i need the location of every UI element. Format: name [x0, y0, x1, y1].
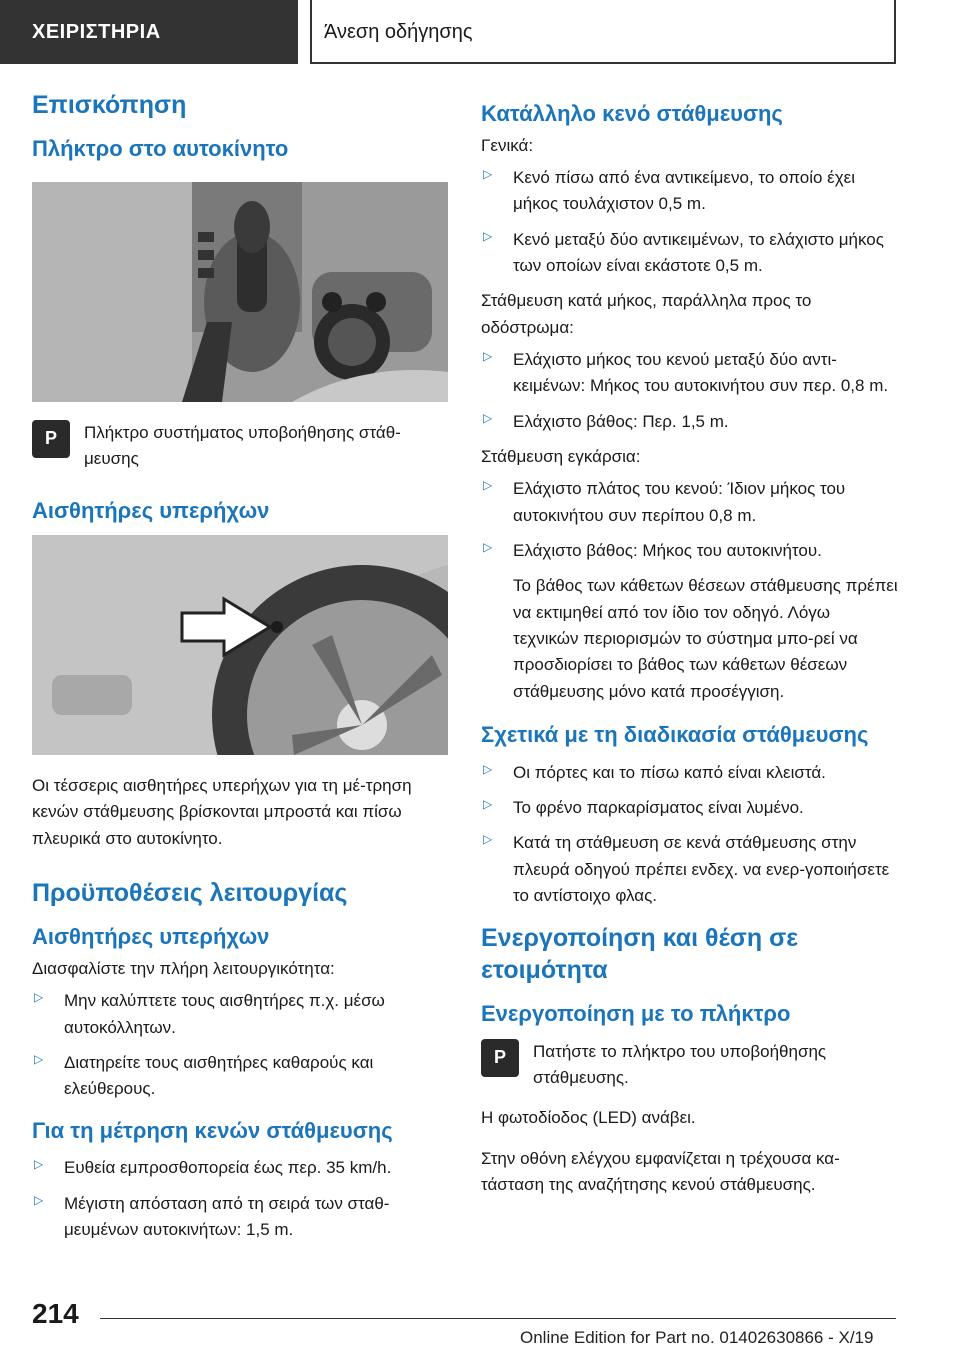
- sensors-text: Οι τέσσερις αισθητήρες υπερήχων για τη μέ-τρηση κενών στάθμευσης βρίσκονται μπροστά και πίσω πλευρικά στο αυτοκίνητο.: [32, 776, 412, 848]
- sensor-photo: [32, 535, 448, 755]
- console-photo: [32, 182, 448, 402]
- list-item: ▷ Ελάχιστο πλάτος του κενού: Ίδιον μήκος του αυτοκινήτου συν περίπου 0,8 m.: [483, 478, 846, 525]
- procedure-list: [481, 760, 899, 910]
- list-item: ▷ Κενό μεταξύ δύο αντικειμένων, το ελάχιστο μήκος των οποίων είναι εκάστοτε 0,5 m.: [483, 228, 884, 275]
- list-item: ▷ Οι πόρτες και το πίσω καπό είναι κλειστά.: [483, 761, 826, 782]
- ensure-text: Διασφαλίστε την πλήρη λειτουργικότητα:: [32, 959, 335, 978]
- edition-text: Online Edition for Part no. 01402630866 - X/19: [520, 1328, 874, 1347]
- perpendicular-label: Στάθμευση εγκάρσια:: [481, 447, 641, 467]
- press-button-row: [481, 1039, 899, 1092]
- heading-procedure: Σχετικά με τη διαδικασία στάθμευσης: [481, 722, 869, 748]
- button-caption: Πλήκτρο συστήματος υποβοήθησης στάθ-μευσης: [84, 422, 401, 469]
- parallel-list: [481, 347, 899, 435]
- list-item: ▷ Μην καλύπτετε τους αισθητήρες π.χ. μέσω αυτοκόλλητων.: [34, 990, 385, 1037]
- bullet-triangle-icon: ▷: [483, 478, 493, 493]
- list-item: ▷ Κενό πίσω από ένα αντικείμενο, το οποίο έχει μήκος τουλάχιστον 0,5 m.: [483, 166, 856, 214]
- button-caption-row: [32, 420, 448, 473]
- display-text: Στην οθόνη ελέγχου εμφανίζεται η τρέχουσα κα-τάσταση της αναζήτησης κενού στάθμευσης.: [481, 1148, 840, 1194]
- bullet-triangle-icon: ▷: [483, 349, 493, 363]
- heading-measure: Για τη μέτρηση κενών στάθμευσης: [32, 1117, 393, 1143]
- heading-button: Πλήκτρο στο αυτοκίνητο: [32, 136, 289, 162]
- sensor-illustration: [32, 535, 448, 755]
- list-item: ▷ Διατηρείτε τους αισθητήρες καθαρούς και ελεύθερους.: [34, 1052, 374, 1099]
- heading-suitable-gap: Κατάλληλο κενό στάθμευσης: [481, 101, 783, 126]
- ensure-list: [32, 988, 448, 1102]
- list-item: ▷ Ευθεία εμπροσθοπορεία έως περ. 35 km/h.: [34, 1157, 392, 1178]
- general-label: Γενικά:: [481, 135, 534, 155]
- perpendicular-list: [481, 476, 899, 564]
- page-number: 214: [32, 1298, 79, 1329]
- bullet-triangle-icon: ▷: [483, 228, 493, 243]
- heading-sensors: Αισθητήρες υπερήχων: [32, 497, 270, 523]
- list-item: ▷ Το φρένο παρκαρίσματος είναι λυμένο.: [483, 797, 804, 818]
- parallel-label: Στάθμευση κατά μήκος, παράλληλα προς το οδόστρωμα:: [481, 291, 812, 337]
- bullet-triangle-icon: ▷: [483, 540, 493, 555]
- footer-divider: [100, 1318, 896, 1319]
- perpendicular-note: Το βάθος των κάθετων θέσεων στάθμευσης πρέπει να εκτιμηθεί από τον ίδιο τον οδηγό. Λόγω τεχνικών περιορισμών το σύστημα μπο-ρεί να προσδιορίσει το βάθος των κάθετων θέσεων στάθμευσης μόνο κατά προσέγγιση.: [513, 576, 898, 701]
- bullet-triangle-icon: ▷: [34, 1052, 44, 1067]
- bullet-triangle-icon: ▷: [483, 166, 493, 181]
- heading-activation: Ενεργοποίηση και θέση σε ετοιμότητα: [481, 924, 799, 984]
- list-item: ▷ Ελάχιστο βάθος: Περ. 1,5 m.: [483, 410, 729, 431]
- header-section: ΧΕΙΡΙΣΤΗΡΙΑ: [0, 0, 298, 64]
- list-item: ▷ Ελάχιστο βάθος: Μήκος του αυτοκινήτου.: [483, 540, 822, 561]
- heading-activate-button: Ενεργοποίηση με το πλήκτρο: [481, 1000, 791, 1026]
- heading-sensors-2: Αισθητήρες υπερήχων: [32, 924, 270, 950]
- footer-edition: [520, 1328, 873, 1348]
- console-illustration: [32, 182, 448, 402]
- right-column: [481, 100, 899, 1204]
- list-item: ▷ Μέγιστη απόσταση από τη σειρά των σταθ-μευμένων αυτοκινήτων: 1,5 m.: [34, 1192, 390, 1239]
- list-item: ▷ Ελάχιστο μήκος του κενού μεταξύ δύο αντι-κειμένων: Μήκος του αυτοκινήτου συν περ. 0,8 m.: [483, 349, 889, 396]
- bullet-triangle-icon: ▷: [483, 761, 493, 776]
- measure-list: [32, 1155, 448, 1243]
- bullet-triangle-icon: ▷: [483, 797, 493, 812]
- left-column: [32, 90, 448, 1252]
- header-chapter: Άνεση οδήγησης: [310, 0, 896, 64]
- press-text: Πατήστε το πλήκτρο του υποβοήθησης στάθμευσης.: [533, 1041, 827, 1087]
- heading-prerequisites: Προϋποθέσεις λειτουργίας: [32, 879, 348, 908]
- heading-overview: Επισκόπηση: [32, 91, 187, 119]
- parking-assistant-icon: P: [32, 420, 70, 458]
- parking-assistant-icon: P: [481, 1039, 519, 1077]
- bullet-triangle-icon: ▷: [34, 990, 44, 1005]
- bullet-triangle-icon: ▷: [483, 832, 493, 847]
- bullet-triangle-icon: ▷: [483, 410, 493, 425]
- bullet-triangle-icon: ▷: [34, 1192, 44, 1207]
- bullet-triangle-icon: ▷: [34, 1157, 44, 1172]
- list-item: ▷ Κατά τη στάθμευση σε κενά στάθμευσης στην πλευρά οδηγού πρέπει ενδεχ. να ενερ-γοποιήσετε το αντίστοιχο φλας.: [483, 832, 890, 906]
- led-text: Η φωτοδίοδος (LED) ανάβει.: [481, 1108, 696, 1128]
- general-list: [481, 165, 899, 279]
